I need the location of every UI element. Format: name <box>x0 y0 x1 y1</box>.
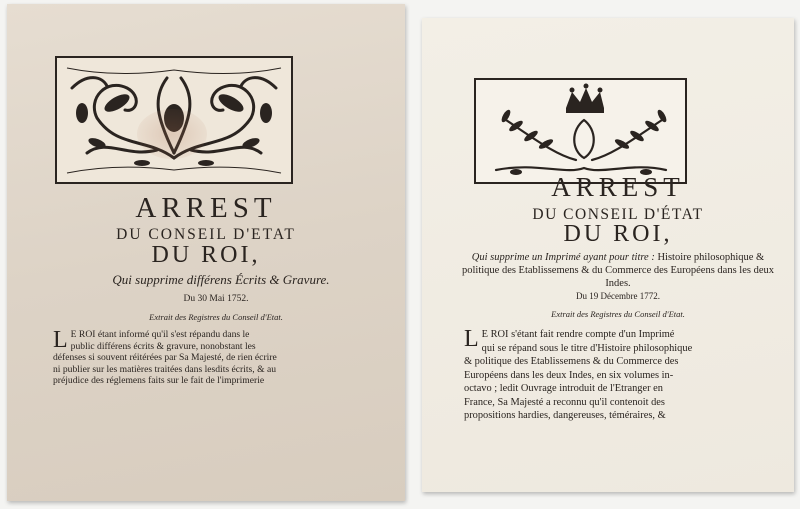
document-subtitle <box>452 251 784 290</box>
document-extract-line: Extrait des Registres du Conseil d'Etat. <box>551 309 685 319</box>
subtitle-italic: Qui supprime un Imprimé ayant pour titre : <box>471 252 655 263</box>
dropcap: L <box>464 326 480 352</box>
document-body <box>464 328 772 423</box>
document-title: ARREST <box>551 172 685 202</box>
document-title-roi: DU ROI, <box>563 221 673 247</box>
body-line: ni publier sur les matières traitées dans lesdits écrits, & au <box>53 363 276 375</box>
body-line: France, Sa Majesté a reconnu qu'il contenoit des <box>464 396 665 408</box>
body-line: E ROI étant informé qu'il s'est répandu dans le <box>70 329 250 340</box>
body-line: défenses si souvent réitérées par Sa Majesté, de rien écrire <box>53 352 277 364</box>
dropcap: L <box>53 327 69 353</box>
body-line: octavo ; ledit Ouvrage introduit de l'Etranger en <box>464 383 663 394</box>
document-date: Du 30 Mai 1752. <box>183 294 249 304</box>
document-sheet-1752 <box>7 4 405 501</box>
document-title-sub: DU CONSEIL D'ETAT <box>116 226 296 243</box>
ornament-crown-icon <box>476 80 685 182</box>
document-date: Du 19 Décembre 1772. <box>576 291 660 301</box>
body-line: qui se répand sous le titre d'Histoire philosophique <box>481 342 693 354</box>
document-subtitle: Qui supprime différens Écrits & Gravure. <box>112 272 330 287</box>
document-extract-line: Extrait des Registres du Conseil d'Etat. <box>149 312 283 322</box>
document-body <box>53 329 348 387</box>
document-title-sub: DU CONSEIL D'ÉTAT <box>532 206 704 223</box>
document-title: ARREST <box>135 192 277 224</box>
document-sheet-1772 <box>422 18 794 492</box>
document-title-roi: DU ROI, <box>151 242 261 268</box>
subtitle-rest: Histoire philosophique & politique des Etablissemens & du Commerce des Européens dans les deux Indes. <box>461 252 775 289</box>
body-line: préjudice des réglemens faits sur le fait de l'imprimerie <box>53 375 265 387</box>
body-line: E ROI s'étant fait rendre compte d'un Imprimé <box>481 329 675 340</box>
woodcut-ornament-crown <box>474 78 687 184</box>
body-line: Européens dans les deux Indes, en six volumes in- <box>464 369 674 381</box>
paper-stain <box>137 109 207 159</box>
body-line: propositions hardies, dangereuses, téméraires, & <box>464 410 666 421</box>
body-line: & politique des Etablissemens & du Commerce des <box>464 356 679 367</box>
body-line: public différens écrits & gravure, nonobstant les <box>70 340 256 352</box>
